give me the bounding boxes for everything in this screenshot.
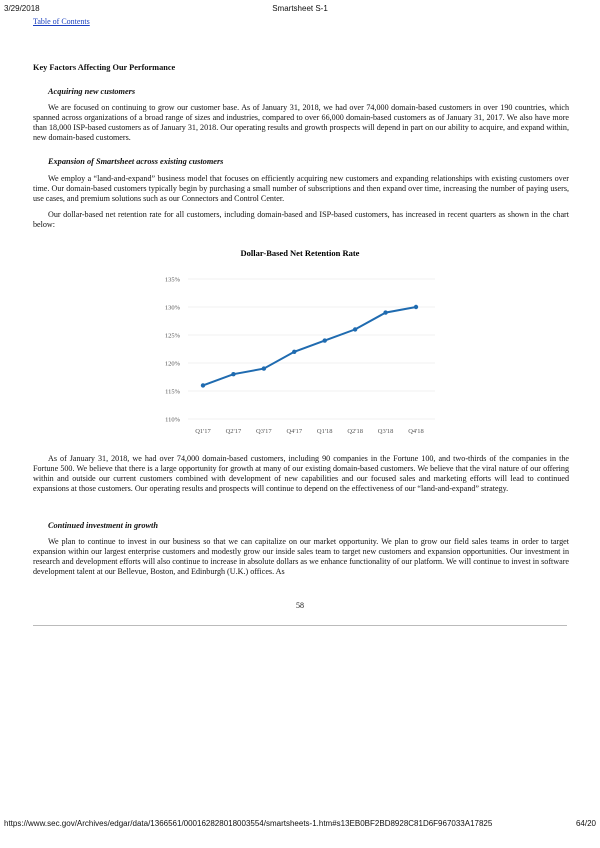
data-point (353, 327, 357, 331)
footer-page: 64/20 (575, 819, 596, 828)
x-tick-label: Q1'18 (316, 428, 333, 435)
data-point (201, 383, 205, 387)
paragraph: We plan to continue to invest in our business so that we can capitalize on our market opportunity. We plan to grow our field sales teams in order to target expansion within our largest enterprise customers and modestly grow our inside sales team to target new customers and expansion opportunities. Our investment in research and development efforts will also continue to increase in absolute dollars as we enhance functionality of our platform. We will continue to invest in software development talent at our Bellevue, Boston, and Edinburgh (U.K.) offices. As (33, 537, 569, 576)
y-tick-label: 120% (164, 360, 180, 368)
y-tick-label: 115% (165, 388, 180, 396)
y-tick-label: 135% (164, 276, 180, 284)
y-tick-label: 110% (165, 416, 180, 424)
print-date: 3/29/2018 (4, 4, 40, 13)
subsection-heading: Expansion of Smartsheet across existing customers (48, 157, 224, 166)
section-title: Key Factors Affecting Our Performance (33, 63, 176, 72)
paragraph: We employ a “land-and-expand” business model that focuses on efficiently acquiring new customers and expanding relationships with existing customers over time. Our domain-based customers typically begin by purchasing a small number of subscriptions and then expand over time, increasing the number of paying users, use cases, and premium solutions such as our Connectors and Control Center. (33, 174, 569, 203)
data-point (323, 338, 327, 342)
paragraph: As of January 31, 2018, we had over 74,000 domain-based customers, including 90 companies in the Fortune 100, and two-thirds of the companies in the Fortune 500. We believe that there is a large opportunity for growth at many of our existing domain-based customers. We believe that the viral nature of our offering within and outside our current customers combined with development of new capabilities and our focused sales and marketing efforts will lead to continued expansions at those customers. Our operating results and prospects will continue to depend on the effectiveness of our “land-and-expand” strategy. (33, 454, 569, 493)
retention-chart (150, 240, 450, 440)
table-of-contents-link[interactable]: Table of Contents (33, 17, 90, 26)
data-point (414, 305, 418, 309)
data-point (262, 366, 266, 370)
y-tick-label: 125% (164, 332, 180, 340)
data-point (292, 350, 296, 354)
x-tick-label: Q2'18 (347, 428, 363, 435)
x-tick-label: Q3'18 (377, 428, 394, 435)
data-point (383, 310, 387, 314)
x-tick-label: Q4'17 (286, 428, 303, 435)
document-title: Smartsheet S-1 (272, 4, 328, 13)
x-tick-label: Q4'18 (408, 428, 424, 435)
page-number: 58 (296, 601, 304, 610)
paragraph: Our dollar-based net retention rate for all customers, including domain-based and ISP-based customers, has increased in recent quarters as shown in the chart below: (33, 210, 569, 229)
x-tick-label: Q2'17 (225, 428, 242, 435)
footer-url: https://www.sec.gov/Archives/edgar/data/1366561/000162828018003554/smartsheets-1.htm#s13EB0BF2BD8928C81D6F967033A17825 (4, 819, 493, 828)
paragraph: We are focused on continuing to grow our customer base. As of January 31, 2018, we had over 74,000 domain-based customers in over 190 countries, which spanned across organizations of a broad range of sizes and industries, compared to over 66,000 domain-based customers as of January 31, 2017. We also have more than 18,000 ISP-based customers as of January 31, 2018. Our operating results and growth prospects will depend in part on our ability to acquire, and expand within, new domain-based customers. (33, 103, 569, 142)
x-tick-label: Q3'17 (256, 428, 272, 435)
chart-title: Dollar-Based Net Retention Rate (240, 248, 360, 258)
page-divider (33, 625, 567, 626)
data-point (231, 372, 235, 376)
y-tick-label: 130% (164, 304, 180, 312)
subsection-heading: Continued investment in growth (48, 521, 158, 530)
subsection-heading: Acquiring new customers (48, 87, 136, 96)
x-tick-label: Q1'17 (195, 428, 211, 435)
